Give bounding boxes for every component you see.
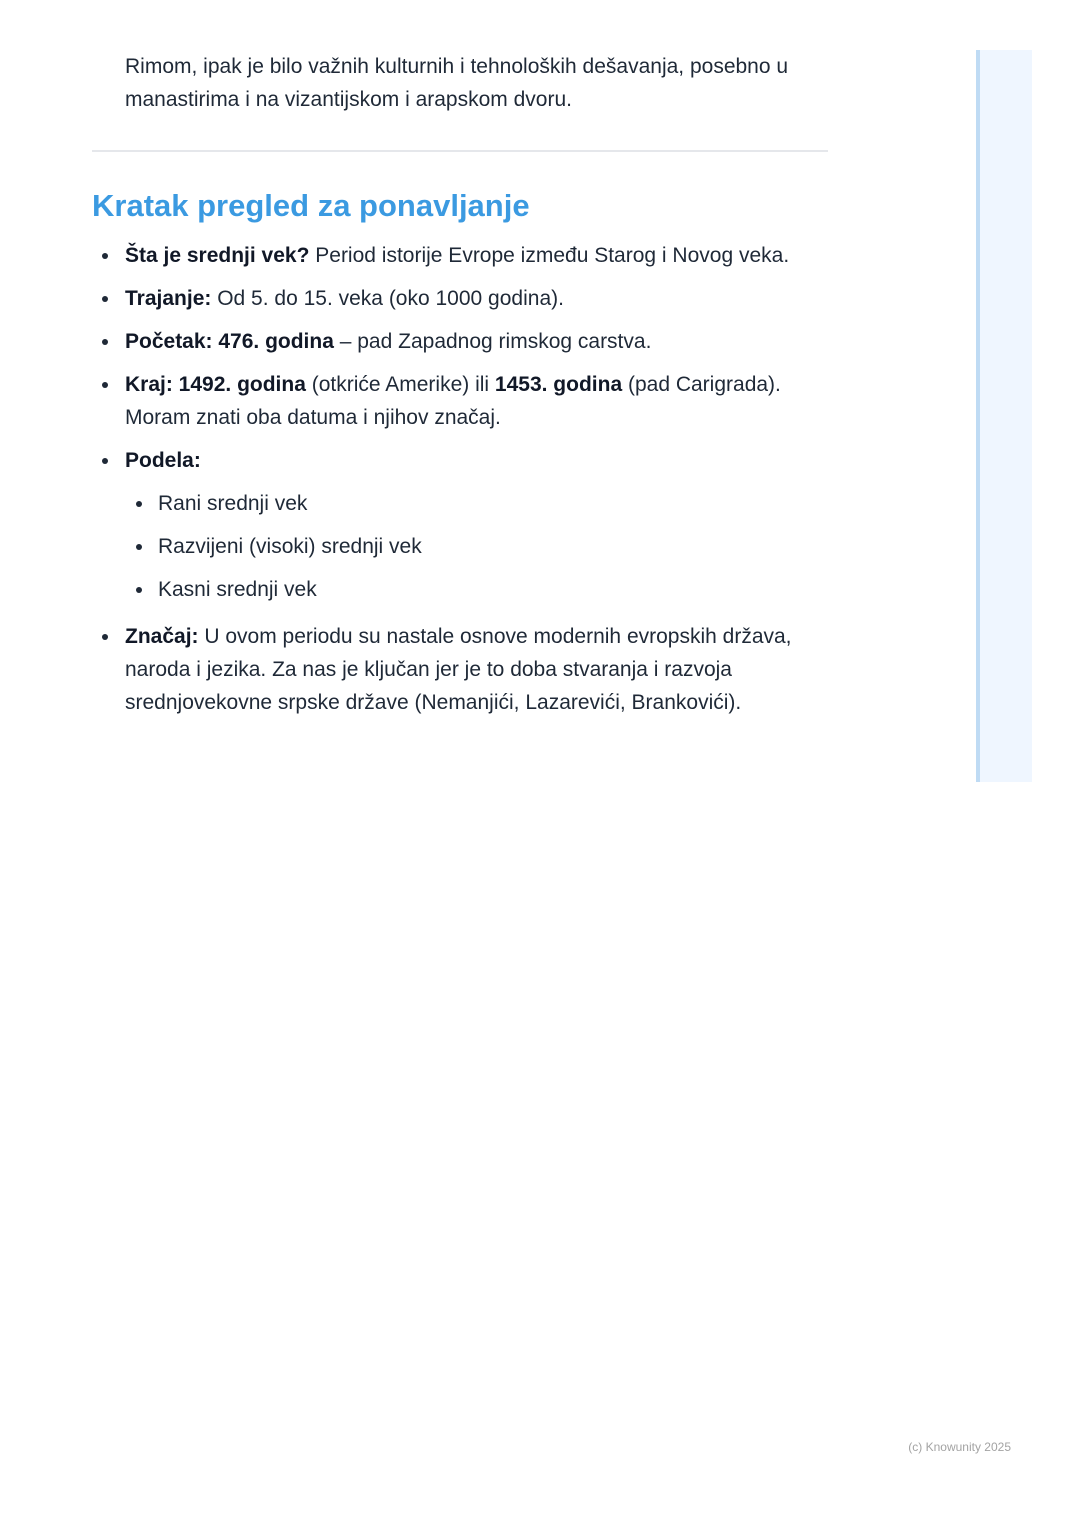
- division-late: Kasni srednji vek: [125, 573, 828, 606]
- item-label-secondary: 1453. godina: [494, 373, 623, 396]
- item-text-secondary: (pad Carigrada). Moram znati oba datuma i njihov značaj.: [125, 373, 781, 429]
- summary-item-significance: [92, 620, 828, 719]
- item-label: Podela:: [125, 449, 201, 472]
- division-high: Razvijeni (visoki) srednji vek: [125, 530, 828, 563]
- document-content: [92, 50, 828, 729]
- item-label: Kraj: 1492. godina: [125, 373, 306, 396]
- summary-list: [92, 239, 828, 719]
- summary-item-division: [92, 444, 828, 606]
- division-sublist: [125, 487, 828, 606]
- division-early: Rani srednji vek: [125, 487, 828, 520]
- summary-item-start: [92, 325, 828, 358]
- item-text: – pad Zapadnog rimskog carstva.: [333, 330, 652, 353]
- section-divider: [92, 150, 828, 152]
- summary-item-duration: [92, 282, 828, 315]
- item-label: Početak: 476. godina: [125, 330, 334, 353]
- item-text: U ovom periodu su nastale osnove modernih evropskih država, naroda i jezika. Za nas je ključan jer je to doba stvaranja i razvoja srednjovekovne srpske države (Nemanjići, Lazarevići, Brankovići).: [125, 625, 792, 714]
- item-text: Od 5. do 15. veka (oko 1000 godina).: [211, 287, 564, 310]
- item-label: Šta je srednji vek?: [125, 244, 310, 267]
- item-label: Značaj:: [125, 625, 199, 648]
- side-panel: [976, 50, 1032, 782]
- intro-paragraph: Rimom, ipak je bilo važnih kulturnih i tehnoloških dešavanja, posebno u manastirima i na vizantijskom i arapskom dvoru.: [125, 55, 789, 111]
- item-text: Period istorije Evrope između Starog i Novog veka.: [309, 244, 790, 267]
- copyright-footer: (c) Knowunity 2025: [908, 1440, 1011, 1454]
- item-label: Trajanje:: [125, 287, 212, 310]
- section-heading: Kratak pregled za ponavljanje: [92, 188, 530, 223]
- summary-item-end: [92, 368, 828, 434]
- summary-item-definition: [92, 239, 828, 272]
- item-text: (otkriće Amerike) ili: [305, 373, 495, 396]
